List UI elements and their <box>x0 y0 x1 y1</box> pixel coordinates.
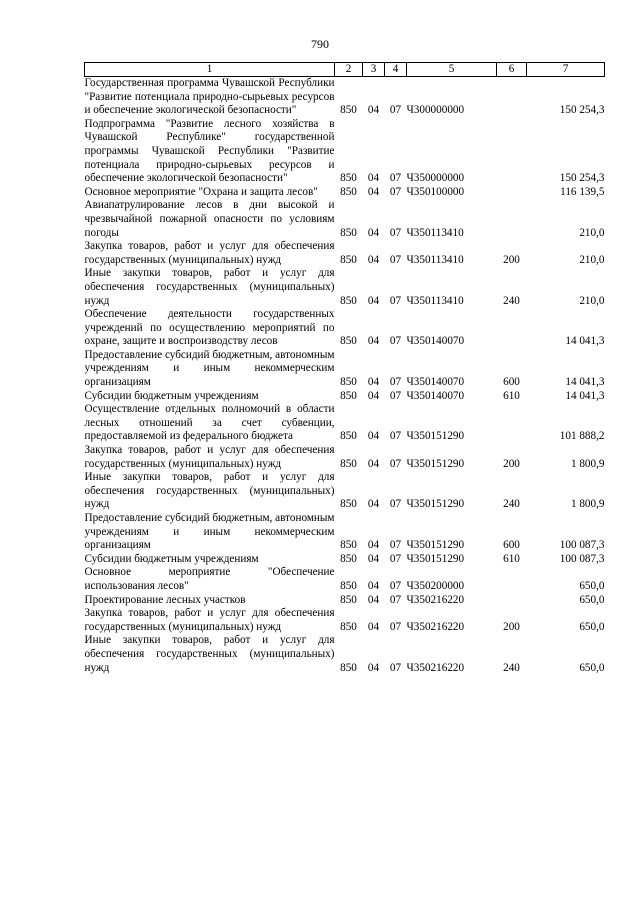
header-row <box>85 63 605 77</box>
row-expense-type <box>497 308 527 349</box>
row-target-article: Ч350113410 <box>406 253 464 266</box>
row-admin-code: 850 <box>340 376 357 389</box>
row-admin-code: 850 <box>340 430 357 443</box>
row-amount: 650,0 <box>579 579 605 592</box>
row-amount: 650,0 <box>579 661 605 674</box>
row-target-article: Ч350151290 <box>406 552 465 565</box>
table-row <box>85 471 605 512</box>
table-row <box>85 308 605 349</box>
row-subsection: 07 <box>389 661 402 674</box>
row-name: Закупка товаров, работ и услуг для обеспечения государственных (муниципальных) нужд <box>84 240 335 266</box>
row-section: 04 <box>367 185 380 198</box>
row-subsection: 07 <box>389 498 402 511</box>
row-name: Иные закупки товаров, работ и услуг для обеспечения государственных (муниципальных) нужд <box>84 267 335 307</box>
row-subsection: 07 <box>389 539 402 552</box>
row-target-article: Ч350151290 <box>406 457 465 470</box>
table-row <box>85 594 605 608</box>
row-expense-type: 200 <box>503 457 520 470</box>
row-amount: 650,0 <box>579 620 605 633</box>
row-target-article: Ч350216220 <box>406 620 465 633</box>
row-target-article: Ч350140070 <box>406 389 465 402</box>
row-target-article: Ч350100000 <box>406 185 465 198</box>
row-admin-code: 850 <box>340 457 357 470</box>
header-col-5: 5 <box>407 63 497 77</box>
header-col-3: 3 <box>363 63 385 77</box>
row-name: Проектирование лесных участков <box>84 593 246 606</box>
row-amount: 14 041,3 <box>565 389 605 402</box>
row-section: 04 <box>367 593 380 606</box>
table-row <box>85 566 605 593</box>
row-amount: 1 800,9 <box>570 457 605 470</box>
row-expense-type <box>497 186 527 200</box>
row-name: Государственная программа Чувашской Республики "Развитие потенциала природно-сырьевых ресурсов и обеспечение экологической безопасности" <box>84 77 335 117</box>
row-admin-code: 850 <box>340 226 357 239</box>
row-admin-code: 850 <box>340 661 357 674</box>
row-expense-type: 240 <box>503 294 520 307</box>
row-subsection: 07 <box>389 172 402 185</box>
row-admin-code: 850 <box>340 335 357 348</box>
row-admin-code: 850 <box>340 552 357 565</box>
row-amount: 210,0 <box>579 226 605 239</box>
row-section: 04 <box>367 294 380 307</box>
row-target-article: Ч350140070 <box>406 335 465 348</box>
row-section: 04 <box>367 226 380 239</box>
row-admin-code: 850 <box>340 593 357 606</box>
row-expense-type <box>497 77 527 118</box>
table-row <box>85 186 605 200</box>
row-section: 04 <box>367 552 380 565</box>
row-name: Основное мероприятие "Охрана и защита лесов" <box>84 185 318 198</box>
row-target-article: Ч350151290 <box>406 498 465 511</box>
row-target-article: Ч350216220 <box>406 593 465 606</box>
row-amount: 100 087,3 <box>559 539 605 552</box>
row-admin-code: 850 <box>340 539 357 552</box>
row-target-article: Ч350140070 <box>406 376 465 389</box>
row-subsection: 07 <box>389 552 402 565</box>
header-col-7: 7 <box>527 63 605 77</box>
row-amount: 650,0 <box>579 593 605 606</box>
row-subsection: 07 <box>389 335 402 348</box>
row-admin-code: 850 <box>340 104 357 117</box>
table-row <box>85 118 605 186</box>
row-amount: 100 087,3 <box>559 552 605 565</box>
row-subsection: 07 <box>389 294 402 307</box>
row-admin-code: 850 <box>340 389 357 402</box>
table-row <box>85 77 605 118</box>
row-expense-type: 200 <box>503 620 520 633</box>
row-subsection: 07 <box>389 376 402 389</box>
row-subsection: 07 <box>389 593 402 606</box>
header-col-6: 6 <box>497 63 527 77</box>
row-subsection: 07 <box>389 430 402 443</box>
row-expense-type <box>497 199 527 240</box>
row-target-article: Ч350113410 <box>406 294 464 307</box>
row-subsection: 07 <box>389 104 402 117</box>
row-target-article: Ч350113410 <box>406 226 464 239</box>
row-expense-type <box>497 566 527 593</box>
row-expense-type <box>497 403 527 444</box>
table-row <box>85 240 605 267</box>
row-section: 04 <box>367 620 380 633</box>
row-target-article: Ч350151290 <box>406 539 465 552</box>
row-amount: 210,0 <box>579 294 605 307</box>
row-amount: 210,0 <box>579 253 605 266</box>
row-name: Иные закупки товаров, работ и услуг для обеспечения государственных (муниципальных) нужд <box>84 471 335 511</box>
table-row <box>85 349 605 390</box>
row-subsection: 07 <box>389 253 402 266</box>
row-name: Закупка товаров, работ и услуг для обеспечения государственных (муниципальных) нужд <box>84 607 335 633</box>
row-name: Подпрограмма "Развитие лесного хозяйства в Чувашской Республике" государственной программы Чувашской Республики "Развитие потенциала природно-сырьевых ресурсов и обеспечение экологической безопасности" <box>84 117 335 185</box>
row-section: 04 <box>367 389 380 402</box>
table-row <box>85 444 605 471</box>
table-row <box>85 512 605 553</box>
row-name: Обеспечение деятельности государственных учреждений по осуществлению мероприятий по охране, защите и воспроизводству лесов <box>84 308 335 348</box>
header-col-2: 2 <box>335 63 363 77</box>
row-expense-type: 600 <box>503 539 520 552</box>
row-admin-code: 850 <box>340 620 357 633</box>
row-amount: 150 254,3 <box>559 172 605 185</box>
row-section: 04 <box>367 661 380 674</box>
row-name: Субсидии бюджетным учреждениям <box>84 389 259 402</box>
row-target-article: Ч350151290 <box>406 430 465 443</box>
row-amount: 14 041,3 <box>565 335 605 348</box>
row-section: 04 <box>367 253 380 266</box>
page-number: 790 <box>311 37 329 51</box>
row-name: Субсидии бюджетным учреждениям <box>84 552 259 565</box>
row-subsection: 07 <box>389 457 402 470</box>
row-section: 04 <box>367 376 380 389</box>
row-section: 04 <box>367 430 380 443</box>
table-row <box>85 199 605 240</box>
row-admin-code: 850 <box>340 253 357 266</box>
row-name: Осуществление отдельных полномочий в области лесных отношений за счет субвенции, предоставляемой из федерального бюджета <box>84 403 335 443</box>
row-target-article: Ч350216220 <box>406 661 465 674</box>
row-section: 04 <box>367 539 380 552</box>
row-admin-code: 850 <box>340 579 357 592</box>
row-name: Предоставление субсидий бюджетным, автономным учреждениям и иным некоммерческим организациям <box>84 348 335 389</box>
row-target-article: Ч350000000 <box>406 172 465 185</box>
table-row <box>85 553 605 567</box>
row-section: 04 <box>367 104 380 117</box>
row-section: 04 <box>367 579 380 592</box>
row-name: Закупка товаров, работ и услуг для обеспечения государственных (муниципальных) нужд <box>84 444 335 470</box>
row-admin-code: 850 <box>340 185 357 198</box>
table-row <box>85 403 605 444</box>
table-row <box>85 267 605 308</box>
row-subsection: 07 <box>389 389 402 402</box>
row-section: 04 <box>367 172 380 185</box>
row-expense-type <box>497 118 527 186</box>
table-row <box>85 607 605 634</box>
row-section: 04 <box>367 335 380 348</box>
row-subsection: 07 <box>389 579 402 592</box>
row-amount: 116 139,5 <box>560 185 605 198</box>
row-subsection: 07 <box>389 185 402 198</box>
row-expense-type: 240 <box>503 498 520 511</box>
row-admin-code: 850 <box>340 294 357 307</box>
row-name: Иные закупки товаров, работ и услуг для обеспечения государственных (муниципальных) нужд <box>84 634 335 674</box>
row-expense-type: 610 <box>503 389 520 402</box>
row-amount: 101 888,2 <box>559 430 605 443</box>
row-amount: 1 800,9 <box>570 498 605 511</box>
row-admin-code: 850 <box>340 498 357 511</box>
row-section: 04 <box>367 498 380 511</box>
row-target-article: Ч350200000 <box>406 579 465 592</box>
row-expense-type: 610 <box>503 552 520 565</box>
row-subsection: 07 <box>389 620 402 633</box>
budget-table <box>84 62 605 675</box>
row-expense-type: 600 <box>503 376 520 389</box>
row-name: Основное мероприятие "Обеспечение использования лесов" <box>84 566 335 592</box>
row-amount: 150 254,3 <box>559 104 605 117</box>
header-col-4: 4 <box>385 63 407 77</box>
header-col-1: 1 <box>85 63 335 77</box>
row-subsection: 07 <box>389 226 402 239</box>
row-expense-type <box>497 594 527 608</box>
row-expense-type: 240 <box>503 661 520 674</box>
table-row <box>85 390 605 404</box>
row-name: Авиапатрулирование лесов в дни высокой и чрезвычайной пожарной опасности по условиям погоды <box>84 199 335 239</box>
row-admin-code: 850 <box>340 172 357 185</box>
row-amount: 14 041,3 <box>565 376 605 389</box>
row-name: Предоставление субсидий бюджетным, автономным учреждениям и иным некоммерческим организациям <box>84 512 335 552</box>
row-expense-type: 200 <box>503 253 520 266</box>
row-section: 04 <box>367 457 380 470</box>
table-row <box>85 634 605 675</box>
row-target-article: Ч300000000 <box>406 104 465 117</box>
